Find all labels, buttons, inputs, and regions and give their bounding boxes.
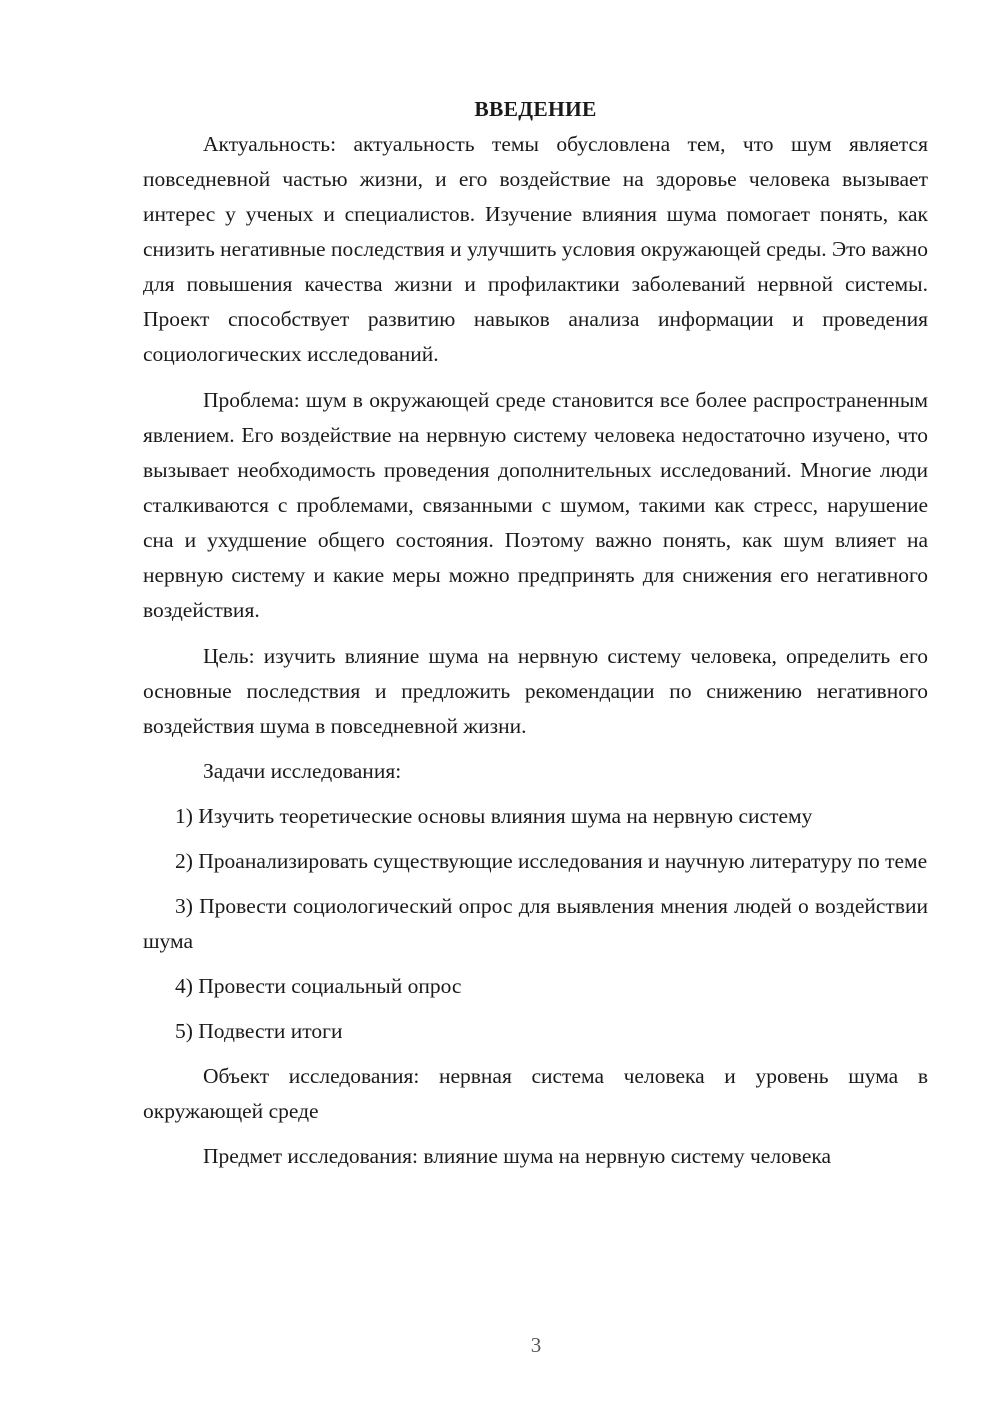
task-item: 5) Подвести итоги	[175, 1019, 343, 1043]
paragraph-object: Объект исследования: нервная система человека и уровень шума в окружающей среде	[143, 1064, 928, 1123]
task-item: 4) Провести социальный опрос	[175, 974, 462, 998]
document-page	[143, 92, 928, 1174]
paragraph-tasks-heading: Задачи исследования:	[203, 759, 402, 783]
paragraph-subject: Предмет исследования: влияние шума на нервную систему человека	[203, 1144, 832, 1168]
task-item: 1) Изучить теоретические основы влияния шума на нервную систему	[175, 804, 813, 828]
paragraph-problem: Проблема: шум в окружающей среде становится все более распространенным явлением. Его воздействие на нервную систему человека недостаточно изучено, что вызывает необходимость проведения дополнительных исследований. Многие люди сталкиваются с проблемами, связанными с шумом, такими как стресс, нарушение сна и ухудшение общего состояния. Поэтому важно понять, как шум влияет на нервную систему и какие меры можно предпринять для снижения его негативного воздействия.	[143, 388, 928, 622]
paragraph-goal: Цель: изучить влияние шума на нервную систему человека, определить его основные последствия и предложить рекомендации по снижению негативного воздействия шума в повседневной жизни.	[143, 644, 928, 738]
paragraph-relevance: Актуальность: актуальность темы обусловлена тем, что шум является повседневной частью жизни, и его воздействие на здоровье человека вызывает интерес у ученых и специалистов. Изучение влияния шума помогает понять, как снизить негативные последствия и улучшить условия окружающей среды. Это важно для повышения качества жизни и профилактики заболеваний нервной системы. Проект способствует развитию навыков анализа информации и проведения социологических исследований.	[143, 132, 928, 366]
task-item: 2) Проанализировать существующие исследования и научную литературу по теме	[175, 849, 928, 873]
task-item: 3) Провести социологический опрос для выявления мнения людей о воздействии шума	[143, 894, 928, 953]
page-number: 3	[530, 1333, 542, 1357]
section-title: ВВЕДЕНИЕ	[474, 97, 597, 121]
